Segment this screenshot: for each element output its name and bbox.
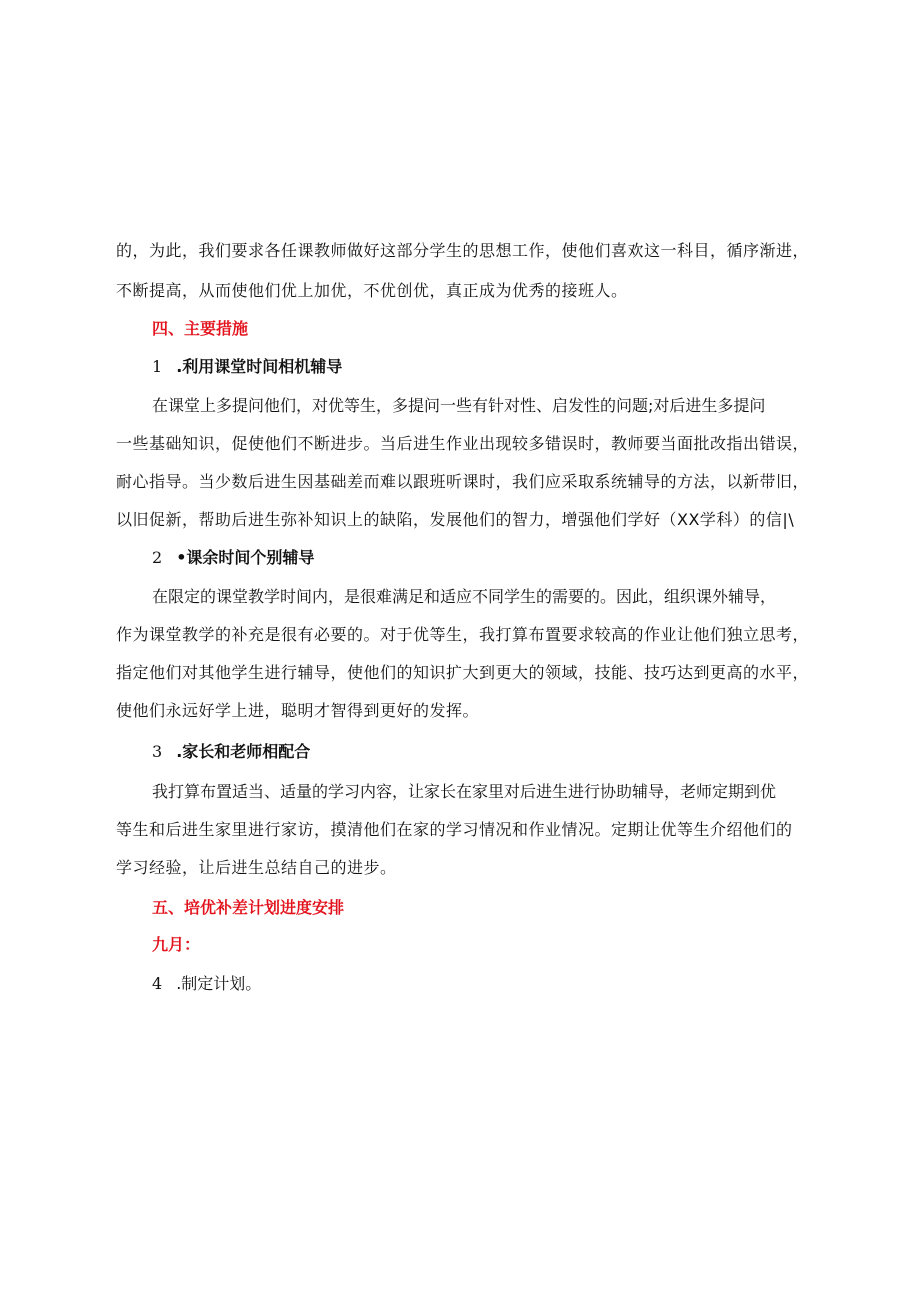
item-3-paragraph-line-3: 学习经验，让后进生总结自己的进步。 xyxy=(116,858,397,877)
item-4-line xyxy=(152,973,261,995)
item-3-paragraph-line-1: 我打算布置适当、适量的学习内容，让家长在家里对后进生进行协助辅导，老师定期到优 xyxy=(152,782,777,801)
item-2-paragraph-line-3: 指定他们对其他学生进行辅导，使他们的知识扩大到更大的领域，技能、技巧达到更高的水平， xyxy=(116,663,810,682)
item-1-paragraph-line-1: 在课堂上多提问他们，对优等生，多提问一些有针对性、启发性的问题;对后进生多提问 xyxy=(152,396,766,415)
item-1-paragraph-line-2: 一些基础知识，促使他们不断进步。当后进生作业出现较多错误时，教师要当面批改指出错误， xyxy=(116,434,810,453)
item-3-number: 3 xyxy=(152,742,163,761)
item-2-number: 2 xyxy=(152,548,163,567)
item-1-heading xyxy=(152,356,342,378)
item-3-title: .家长和老师相配合 xyxy=(176,742,311,761)
item-4-number: 4 xyxy=(152,974,163,993)
item-4-title: .制定计划。 xyxy=(176,974,262,993)
item-3-paragraph-line-2: 等生和后进生家里进行家访，摸清他们在家的学习情况和作业情况。定期让优等生介绍他们的 xyxy=(116,820,793,839)
item-3-heading xyxy=(152,741,310,763)
item-1-title: .利用课堂时间相机辅导 xyxy=(176,357,343,376)
item-2-title: •课余时间个别辅导 xyxy=(176,548,315,567)
item-2-paragraph-line-1: 在限定的课堂教学时间内，是很难满足和适应不同学生的需要的。因此，组织课外辅导， xyxy=(152,587,777,606)
intro-line-2: 不断提高，从而使他们优上加优，不优创优，真正成为优秀的接班人。 xyxy=(116,281,628,300)
item-2-heading xyxy=(152,547,314,569)
item-2-paragraph-line-2: 作为课堂教学的补充是很有必要的。对于优等生，我打算布置要求较高的作业让他们独立思考， xyxy=(116,625,810,644)
item-1-number: 1 xyxy=(152,357,163,376)
item-1-paragraph-line-4: 以旧促新，帮助后进生弥补知识上的缺陷，发展他们的智力，增强他们学好（XX学科）的信|\ xyxy=(116,510,795,529)
section-4-heading: 四、主要措施 xyxy=(152,319,249,338)
item-1-paragraph-line-3: 耐心指导。当少数后进生因基础差而难以跟班听课时，我们应采取系统辅导的方法，以新带旧， xyxy=(116,472,810,491)
section-5-heading: 五、培优补差计划进度安排 xyxy=(152,898,345,917)
item-2-paragraph-line-4: 使他们永远好学上进，聪明才智得到更好的发挥。 xyxy=(116,701,480,720)
month-heading: 九月： xyxy=(152,935,201,954)
intro-line-1: 的，为此，我们要求各任课教师做好这部分学生的思想工作，使他们喜欢这一科目，循序渐进， xyxy=(116,241,810,260)
